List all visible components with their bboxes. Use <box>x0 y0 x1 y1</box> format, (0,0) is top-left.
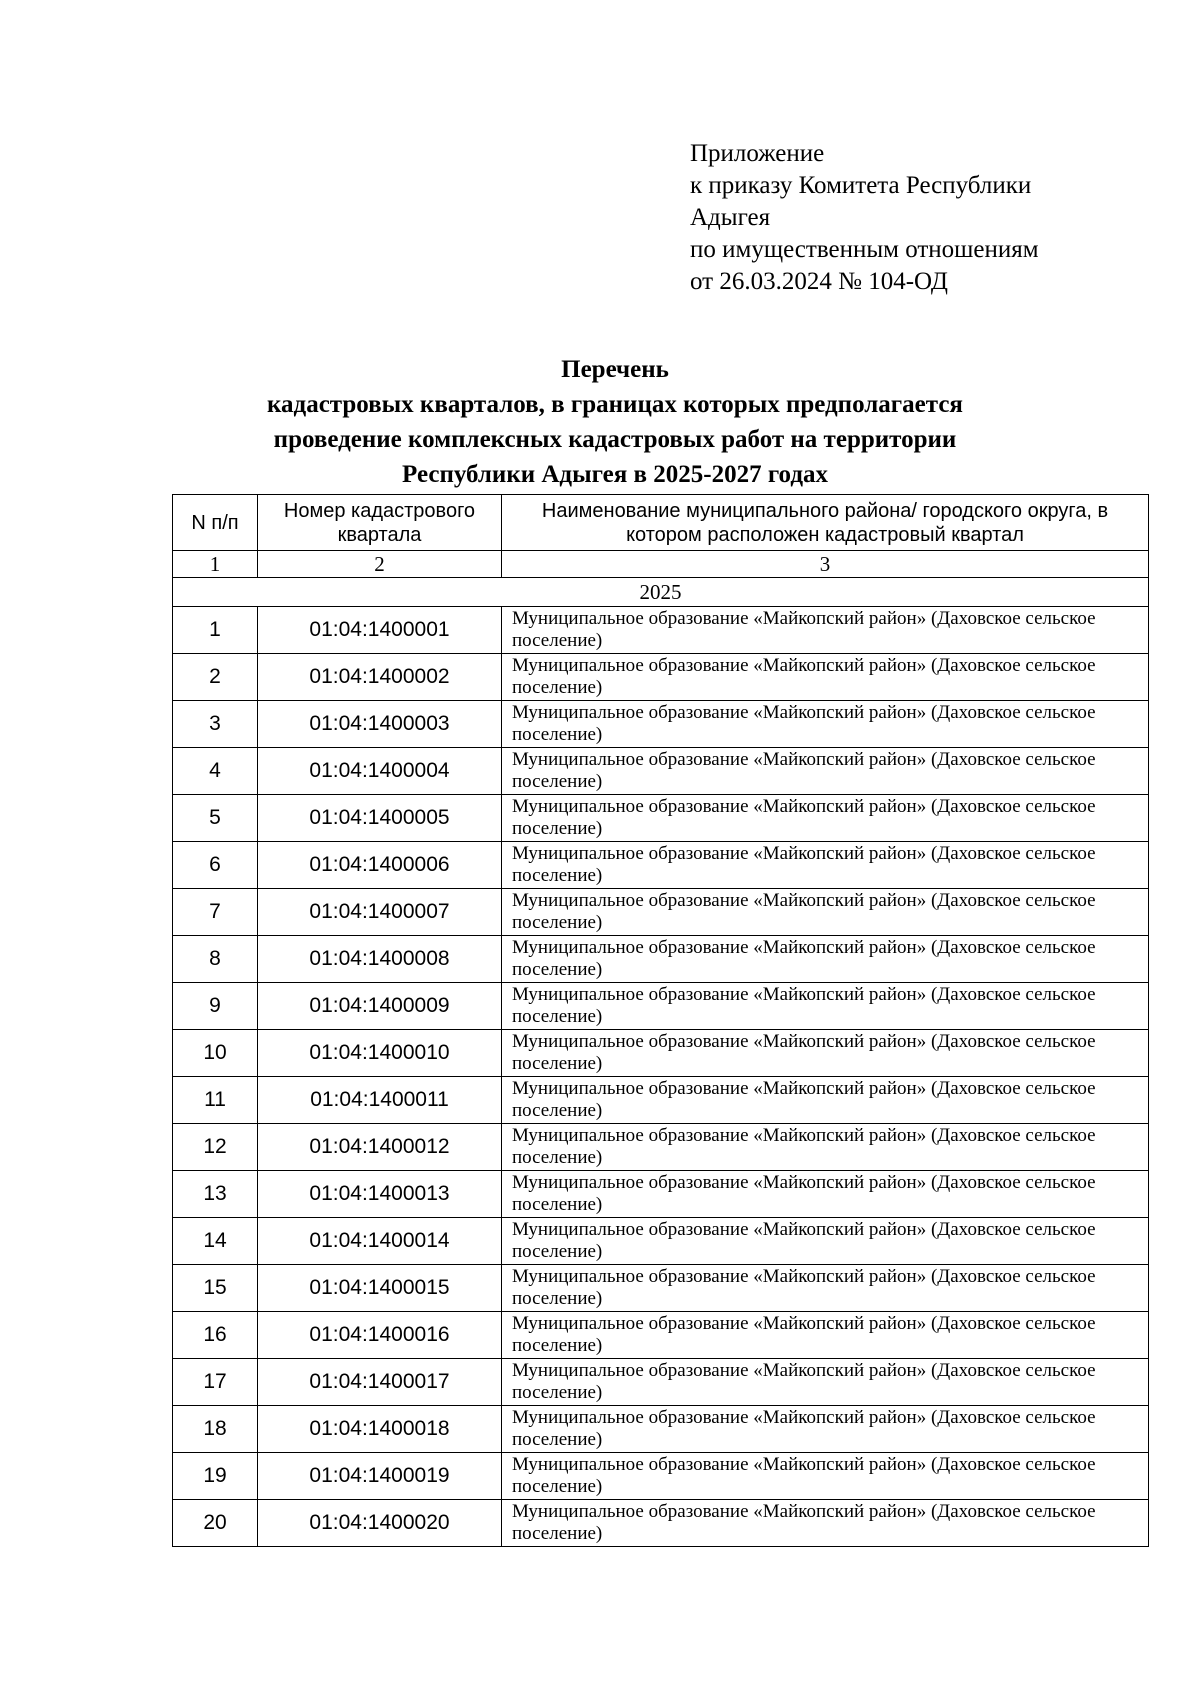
cadastral-number: 01:04:1400011 <box>258 1077 502 1124</box>
row-number: 18 <box>173 1406 258 1453</box>
cadastral-number: 01:04:1400003 <box>258 701 502 748</box>
table-row <box>173 1406 1149 1453</box>
table-row <box>173 889 1149 936</box>
document-title <box>172 352 1058 492</box>
municipality-name: Муниципальное образование «Майкопский район» (Даховское сельское поселение) <box>502 701 1149 748</box>
row-number: 7 <box>173 889 258 936</box>
row-number: 17 <box>173 1359 258 1406</box>
row-number: 5 <box>173 795 258 842</box>
municipality-name: Муниципальное образование «Майкопский район» (Даховское сельское поселение) <box>502 748 1149 795</box>
table-row <box>173 701 1149 748</box>
row-number: 19 <box>173 1453 258 1500</box>
row-number: 2 <box>173 654 258 701</box>
table-row <box>173 1265 1149 1312</box>
cadastral-number: 01:04:1400016 <box>258 1312 502 1359</box>
year-row <box>173 578 1149 607</box>
cadastral-number: 01:04:1400013 <box>258 1171 502 1218</box>
cadastral-number: 01:04:1400006 <box>258 842 502 889</box>
cadastral-number: 01:04:1400002 <box>258 654 502 701</box>
municipality-name: Муниципальное образование «Майкопский район» (Даховское сельское поселение) <box>502 1359 1149 1406</box>
table-row <box>173 654 1149 701</box>
cadastral-number: 01:04:1400015 <box>258 1265 502 1312</box>
cadastral-number: 01:04:1400014 <box>258 1218 502 1265</box>
appendix-line: по имущественным отношениям <box>690 236 1039 263</box>
row-number: 20 <box>173 1500 258 1547</box>
row-number: 11 <box>173 1077 258 1124</box>
column-number: 3 <box>502 551 1149 578</box>
municipality-name: Муниципальное образование «Майкопский район» (Даховское сельское поселение) <box>502 607 1149 654</box>
cadastral-number: 01:04:1400009 <box>258 983 502 1030</box>
row-number: 4 <box>173 748 258 795</box>
cadastral-number: 01:04:1400008 <box>258 936 502 983</box>
municipality-name: Муниципальное образование «Майкопский район» (Даховское сельское поселение) <box>502 842 1149 889</box>
row-number: 1 <box>173 607 258 654</box>
municipality-name: Муниципальное образование «Майкопский район» (Даховское сельское поселение) <box>502 654 1149 701</box>
table-row <box>173 1124 1149 1171</box>
cadastral-number: 01:04:1400005 <box>258 795 502 842</box>
cadastral-number: 01:04:1400018 <box>258 1406 502 1453</box>
municipality-name: Муниципальное образование «Майкопский район» (Даховское сельское поселение) <box>502 1171 1149 1218</box>
table-row <box>173 1359 1149 1406</box>
table-row <box>173 936 1149 983</box>
table-row <box>173 1030 1149 1077</box>
header-cadastral: Номер кадастрового квартала <box>258 495 502 551</box>
municipality-name: Муниципальное образование «Майкопский район» (Даховское сельское поселение) <box>502 1218 1149 1265</box>
year-label: 2025 <box>173 578 1149 607</box>
appendix-line: Адыгея <box>690 204 771 231</box>
municipality-name: Муниципальное образование «Майкопский район» (Даховское сельское поселение) <box>502 1265 1149 1312</box>
header-num: N п/п <box>173 495 258 551</box>
municipality-name: Муниципальное образование «Майкопский район» (Даховское сельское поселение) <box>502 1077 1149 1124</box>
cadastral-number: 01:04:1400004 <box>258 748 502 795</box>
title-line: Республики Адыгея в 2025-2027 годах <box>402 461 828 488</box>
cadastral-number: 01:04:1400012 <box>258 1124 502 1171</box>
row-number: 14 <box>173 1218 258 1265</box>
municipality-name: Муниципальное образование «Майкопский район» (Даховское сельское поселение) <box>502 1030 1149 1077</box>
row-number: 12 <box>173 1124 258 1171</box>
municipality-name: Муниципальное образование «Майкопский район» (Даховское сельское поселение) <box>502 1406 1149 1453</box>
row-number: 16 <box>173 1312 258 1359</box>
cadastral-number: 01:04:1400017 <box>258 1359 502 1406</box>
cadastral-number: 01:04:1400020 <box>258 1500 502 1547</box>
row-number: 8 <box>173 936 258 983</box>
cadastral-number: 01:04:1400010 <box>258 1030 502 1077</box>
table-row <box>173 1312 1149 1359</box>
cadastral-quarters-table <box>172 494 1149 1547</box>
column-number-row <box>173 551 1149 578</box>
municipality-name: Муниципальное образование «Майкопский район» (Даховское сельское поселение) <box>502 1124 1149 1171</box>
appendix-line: Приложение <box>690 140 825 167</box>
municipality-name: Муниципальное образование «Майкопский район» (Даховское сельское поселение) <box>502 1453 1149 1500</box>
table-row <box>173 983 1149 1030</box>
municipality-name: Муниципальное образование «Майкопский район» (Даховское сельское поселение) <box>502 795 1149 842</box>
table-row <box>173 1500 1149 1547</box>
column-number: 1 <box>173 551 258 578</box>
table-row <box>173 1453 1149 1500</box>
row-number: 15 <box>173 1265 258 1312</box>
table-row <box>173 1171 1149 1218</box>
municipality-name: Муниципальное образование «Майкопский район» (Даховское сельское поселение) <box>502 1500 1149 1547</box>
table-row <box>173 607 1149 654</box>
municipality-name: Муниципальное образование «Майкопский район» (Даховское сельское поселение) <box>502 889 1149 936</box>
row-number: 6 <box>173 842 258 889</box>
row-number: 9 <box>173 983 258 1030</box>
table-row <box>173 795 1149 842</box>
table-row <box>173 748 1149 795</box>
row-number: 10 <box>173 1030 258 1077</box>
column-number: 2 <box>258 551 502 578</box>
appendix-block <box>690 138 1039 298</box>
appendix-line: к приказу Комитета Республики <box>690 172 1032 199</box>
cadastral-number: 01:04:1400001 <box>258 607 502 654</box>
municipality-name: Муниципальное образование «Майкопский район» (Даховское сельское поселение) <box>502 936 1149 983</box>
cadastral-number: 01:04:1400019 <box>258 1453 502 1500</box>
row-number: 13 <box>173 1171 258 1218</box>
row-number: 3 <box>173 701 258 748</box>
municipality-name: Муниципальное образование «Майкопский район» (Даховское сельское поселение) <box>502 1312 1149 1359</box>
table-row <box>173 1077 1149 1124</box>
table-body <box>173 607 1149 1547</box>
appendix-line: от 26.03.2024 № 104-ОД <box>690 268 948 295</box>
cadastral-number: 01:04:1400007 <box>258 889 502 936</box>
title-line: кадастровых кварталов, в границах которых предполагается <box>267 391 963 418</box>
table-row <box>173 1218 1149 1265</box>
table-row <box>173 842 1149 889</box>
table-header-row <box>173 495 1149 551</box>
title-line: Перечень <box>561 356 669 383</box>
header-name: Наименование муниципального района/ городского округа, в котором расположен кадастровый квартал <box>502 495 1149 551</box>
title-line: проведение комплексных кадастровых работ на территории <box>273 426 957 453</box>
municipality-name: Муниципальное образование «Майкопский район» (Даховское сельское поселение) <box>502 983 1149 1030</box>
